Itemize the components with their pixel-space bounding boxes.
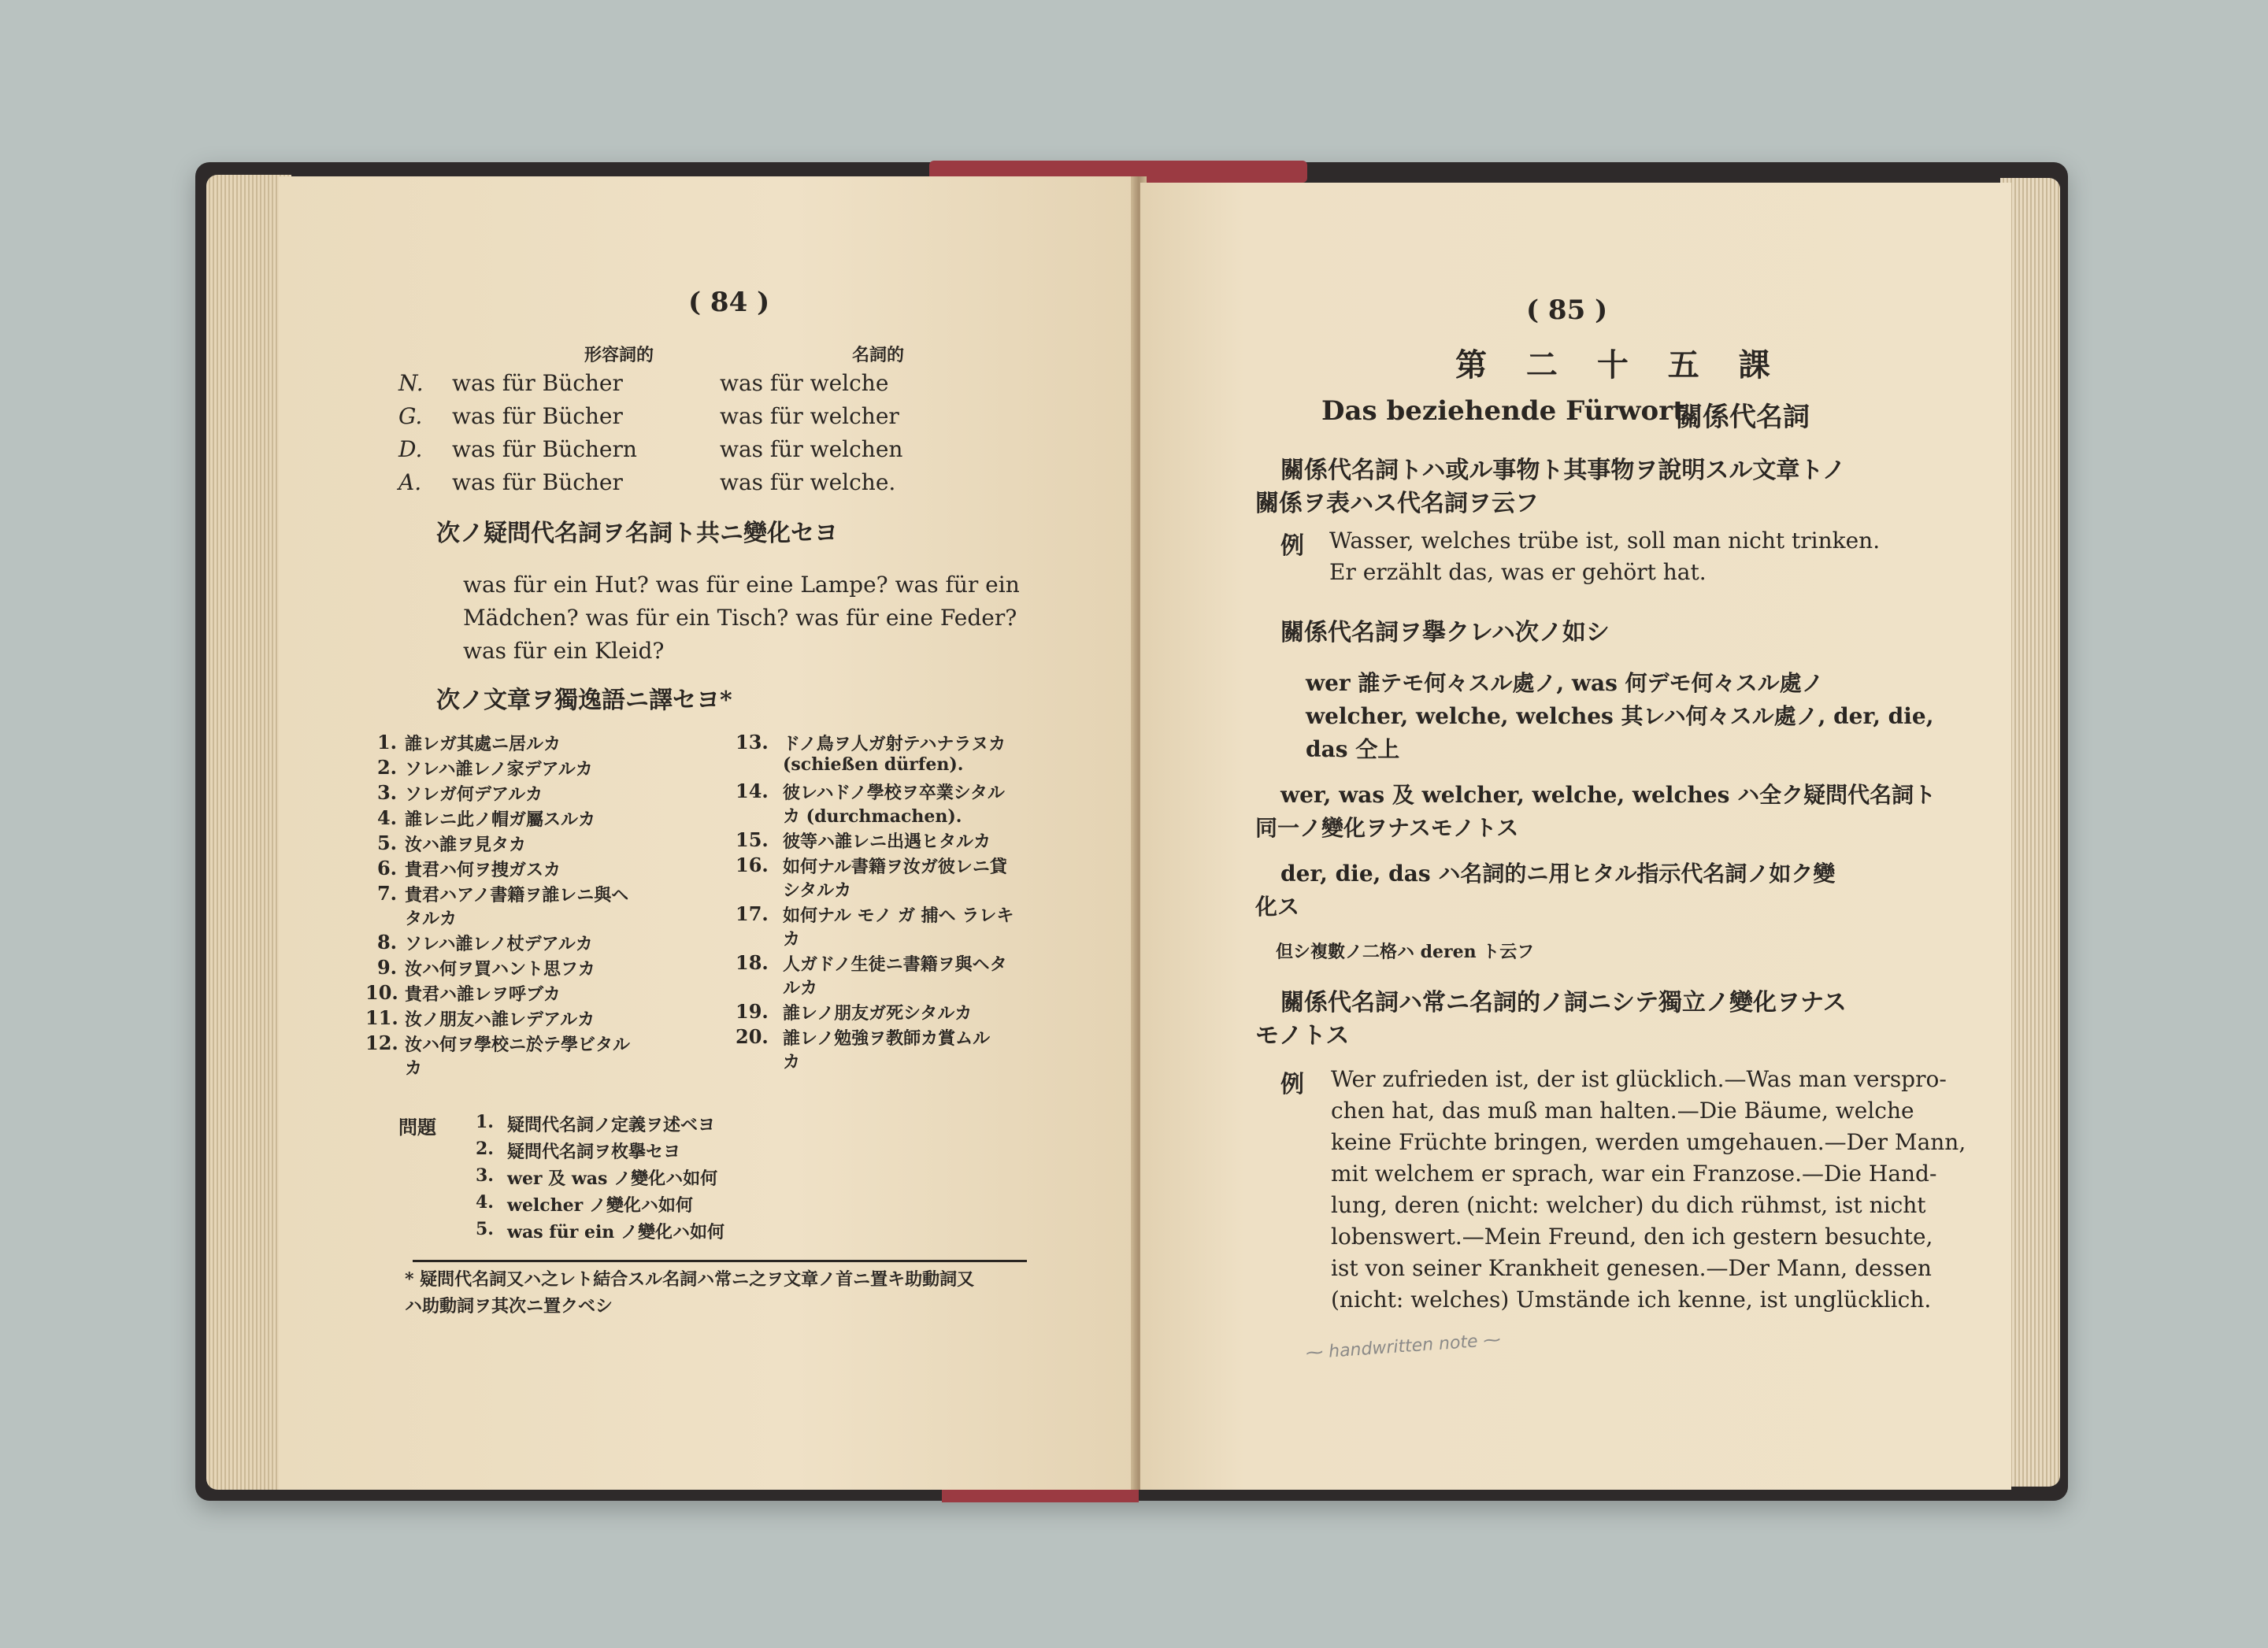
left-page	[279, 176, 1136, 1490]
paragraph-line: 關係ヲ表ハス代名詞ヲ云フ	[1255, 490, 1539, 517]
case-label: D.	[398, 436, 423, 462]
example-sentence: Wasser, welches trübe ist, soll man nicht trinken.	[1329, 528, 1881, 554]
nominal-form: was für welcher	[720, 403, 899, 429]
exercise-text: 誰レノ朋友ガ死シタルカ	[783, 1003, 973, 1024]
question-text: welcher ノ變化ハ如何	[507, 1195, 693, 1216]
case-label: N.	[398, 370, 424, 396]
paragraph-line: 關係代名詞ヲ擧クレハ次ノ如シ	[1280, 619, 1610, 646]
exercise-number: 3.	[376, 781, 397, 804]
example-label: 例	[1280, 1071, 1304, 1098]
exercise-number: 9.	[376, 956, 397, 979]
exercise-number: 19.	[736, 1000, 769, 1023]
example-sentence: lung, deren (nicht: welcher) du dich rühmst, ist nicht	[1331, 1192, 1926, 1218]
exercise-number: 14.	[736, 780, 769, 802]
exercise-text: 如何ナル書籍ヲ汝ガ彼レニ貸	[783, 857, 1007, 877]
pronoun-list-line: welcher, welche, welches 其レハ何々スル處ノ, der, die,	[1306, 703, 1934, 729]
case-label: G.	[398, 403, 423, 429]
example-label: 例	[1280, 532, 1304, 560]
exercise-number: 15.	[736, 828, 769, 851]
exercise-number: 12.	[365, 1031, 398, 1054]
paragraph-line: 關係代名詞ハ常ニ名詞的ノ詞ニシテ獨立ノ變化ヲナス	[1280, 989, 1847, 1017]
exercise-number: 16.	[736, 854, 769, 876]
exercise-text: 貴君ハ何ヲ捜ガスカ	[405, 860, 561, 880]
page-number: ( 84 )	[688, 287, 770, 318]
exercise-text: 誰レニ此ノ帽ガ屬スルカ	[405, 809, 596, 830]
exercise-text: カ (durchmachen).	[783, 806, 962, 827]
exercise-text: (schießen dürfen).	[783, 754, 964, 775]
exercise-text: カ	[783, 1052, 801, 1072]
example-sentence: lobenswert.—Mein Freund, den ich gestern besuchte,	[1331, 1224, 1933, 1250]
exercise-number: 20.	[736, 1025, 769, 1048]
adjectival-form: was für Bücher	[452, 403, 623, 429]
example-sentence: chen hat, das muß man halten.—Die Bäume, welche	[1331, 1098, 1914, 1124]
exercise-text: ドノ鳥ヲ人ガ射テハナラヌカ	[783, 734, 1006, 754]
paragraph-line: 但シ複數ノ二格ハ deren ト云フ	[1276, 942, 1535, 962]
exercise-text: ルカ	[783, 978, 818, 998]
questions-label: 問題	[398, 1116, 436, 1139]
footnote-line: ハ助動詞ヲ其次ニ置クベシ	[405, 1296, 613, 1317]
exercise-number: 18.	[736, 951, 769, 974]
adjectival-form: was für Bücher	[452, 370, 623, 396]
exercise-text: 貴君ハアノ書籍ヲ誰レニ與ヘ	[405, 885, 629, 905]
exercise-number: 7.	[376, 882, 397, 905]
example-sentence: Wer zufrieden ist, der ist glücklich.—Was man verspro-	[1331, 1066, 1947, 1092]
exercise-text: 汝ハ何ヲ學校ニ於テ學ビタル	[405, 1035, 631, 1055]
paragraph-line: 化ス	[1255, 894, 1300, 920]
exercise-text: 誰レノ勉強ヲ教師カ賞ムル	[783, 1028, 991, 1049]
example-line: was für ein Hut? was für eine Lampe? was für ein	[463, 572, 1020, 598]
table-header-nominal: 名詞的	[852, 345, 905, 365]
exercise-text: 汝ノ朋友ハ誰レデアルカ	[405, 1009, 595, 1030]
paragraph-line: der, die, das ハ名詞的ニ用ヒタル指示代名詞ノ如ク變	[1280, 861, 1836, 887]
exercise-number: 4.	[376, 806, 397, 829]
right-page	[1140, 183, 2011, 1490]
paragraph-line: wer, was 及 welcher, welche, welches ハ全ク疑問代名詞ト	[1280, 782, 1936, 808]
exercise-text: 貴君ハ誰レヲ呼ブカ	[405, 984, 561, 1005]
exercise-text: 彼等ハ誰レニ出遇ヒタルカ	[783, 831, 991, 852]
footnote-rule	[413, 1260, 1027, 1262]
exercise-number: 17.	[736, 902, 769, 925]
exercise-text: シタルカ	[783, 880, 852, 901]
paragraph-line: 同一ノ變化ヲナスモノトス	[1255, 815, 1519, 841]
question-text: wer 及 was ノ變化ハ如何	[507, 1168, 718, 1189]
pencil-annotation: ⁓ handwritten note ⁓	[1305, 1330, 1502, 1364]
exercise-text: タルカ	[405, 909, 458, 929]
question-number: 2.	[476, 1139, 494, 1159]
exercise-number: 8.	[376, 931, 397, 954]
nominal-form: was für welche	[720, 370, 889, 396]
question-number: 1.	[476, 1112, 494, 1132]
lesson-title: 第 二 十 五 課	[1455, 346, 1784, 383]
question-text: 疑問代名詞ヲ枚擧セヨ	[507, 1142, 681, 1162]
question-text: 疑問代名詞ノ定義ヲ述ベヨ	[507, 1115, 716, 1135]
example-sentence: keine Früchte bringen, werden umgehauen.—Der Mann,	[1331, 1129, 1966, 1155]
case-label: A.	[398, 469, 422, 495]
page-number: ( 85 )	[1526, 294, 1608, 326]
question-number: 4.	[476, 1192, 494, 1213]
example-line: was für ein Kleid?	[463, 638, 665, 664]
example-line: Mädchen? was für ein Tisch? was für eine Feder?	[463, 605, 1017, 631]
heading-japanese: 關係代名詞	[1676, 402, 1810, 433]
adjectival-form: was für Büchern	[452, 436, 637, 462]
example-sentence: mit welchem er sprach, war ein Franzose.—Die Hand-	[1331, 1161, 1937, 1187]
paragraph-line: モノトス	[1255, 1022, 1350, 1050]
adjectival-form: was für Bücher	[452, 469, 623, 495]
paragraph-line: 關係代名詞トハ或ル事物ト其事物ヲ說明スル文章トノ	[1280, 457, 1846, 484]
nominal-form: was für welchen	[720, 436, 903, 462]
exercise-text: カ	[783, 929, 801, 950]
example-sentence: Er erzählt das, was er gehört hat.	[1329, 559, 1707, 585]
exercise-number: 10.	[365, 981, 398, 1004]
footnote-line: * 疑問代名詞又ハ之レト結合スル名詞ハ常ニ之ヲ文章ノ首ニ置キ助動詞又	[405, 1269, 975, 1290]
exercise-number: 5.	[376, 831, 397, 854]
exercise-number: 13.	[736, 731, 769, 754]
instruction-translate: 次ノ文章ヲ獨逸語ニ譯セヨ*	[436, 687, 732, 714]
exercise-text: ソレハ誰レノ家デアルカ	[405, 759, 593, 780]
exercise-text: 人ガドノ生徒ニ書籍ヲ與ヘタ	[783, 954, 1007, 975]
pronoun-list-line: wer 誰テモ何々スル處ノ, was 何デモ何々スル處ノ	[1306, 670, 1824, 696]
question-number: 3.	[476, 1165, 494, 1186]
exercise-text: 彼レハドノ學校ヲ卒業シタル	[783, 783, 1005, 803]
exercise-text: 誰レガ其處ニ居ルカ	[405, 734, 561, 754]
pronoun-list-line: das 仝上	[1306, 736, 1400, 762]
exercise-text: ソレハ誰レノ杖デアルカ	[405, 934, 593, 954]
exercise-text: ソレガ何デアルカ	[405, 784, 543, 805]
nominal-form: was für welche.	[720, 469, 896, 495]
exercise-text: カ	[405, 1058, 423, 1079]
example-sentence: (nicht: welches) Umstände ich kenne, ist unglücklich.	[1331, 1287, 1932, 1313]
example-sentence: ist von seiner Krankheit genesen.—Der Mann, dessen	[1331, 1255, 1932, 1281]
instruction-decline: 次ノ疑問代名詞ヲ名詞ト共ニ變化セヨ	[436, 520, 838, 547]
exercise-number: 11.	[365, 1006, 398, 1029]
exercise-number: 1.	[376, 731, 397, 754]
question-text: was für ein ノ變化ハ如何	[507, 1222, 724, 1242]
exercise-number: 6.	[376, 857, 397, 880]
exercise-text: 汝ハ誰ヲ見タカ	[405, 835, 527, 855]
question-number: 5.	[476, 1219, 494, 1239]
exercise-number: 2.	[376, 756, 397, 779]
exercise-text: 汝ハ何ヲ買ハント思フカ	[405, 959, 595, 980]
exercise-text: 如何ナル モノ ガ 捕ヘ ラレキ	[783, 905, 1014, 926]
table-header-adjectival: 形容詞的	[584, 345, 654, 365]
heading-german: Das beziehende Fürwort	[1321, 395, 1685, 427]
